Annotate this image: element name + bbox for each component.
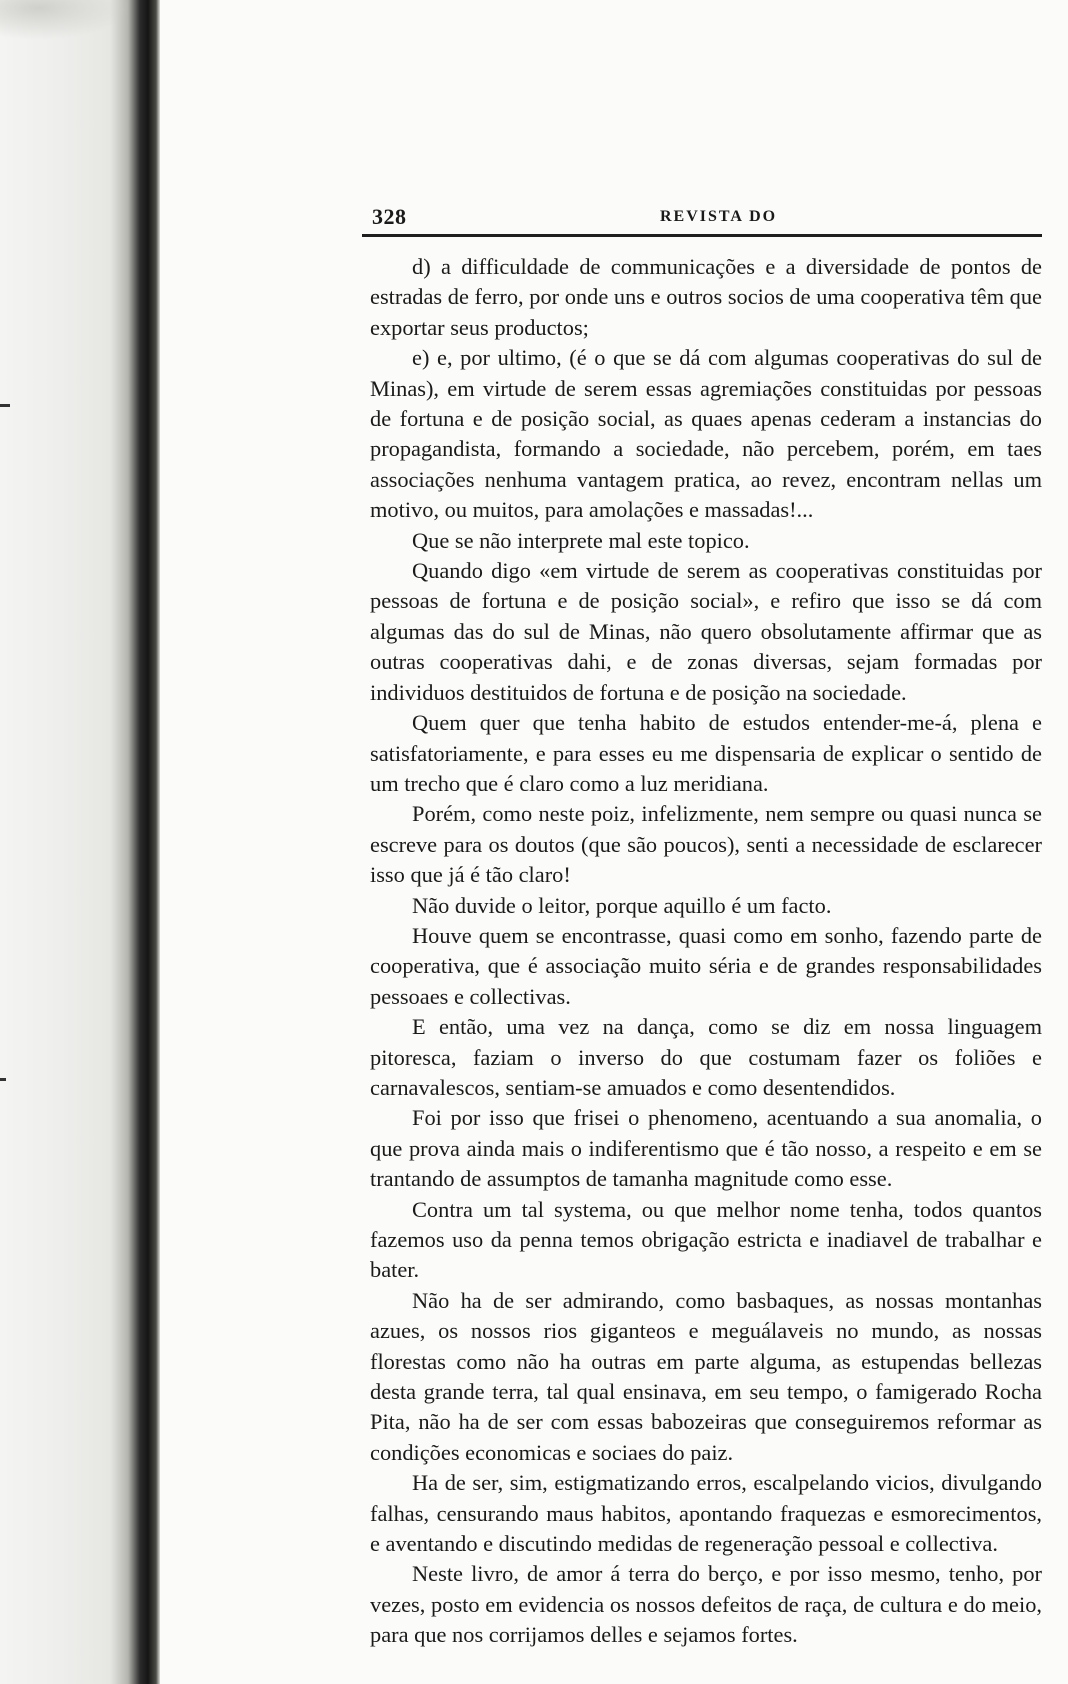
paragraph: Neste livro, de amor á terra do berço, e por isso mesmo, tenho, por vezes, posto em evidencia os nossos defeitos de raça, de cultura e do meio, para que nos corrijamos delles e sejamos fortes. — [370, 1561, 1042, 1648]
paragraph: Que se não interprete mal este topico. — [412, 527, 750, 553]
paragraph: Quando digo «em virtude de serem as cooperativas constituidas por pessoas de fortuna e de posição social», e refiro que isso se dá com algumas das do sul de Minas, não quero obsolutamente affirmar que as outras cooperativas dahi, e de zonas diversas, sejam formadas por individuos destituidos de fortuna e de posição na sociedade. — [370, 558, 1042, 705]
paragraph: E então, uma vez na dança, como se diz em nossa linguagem pitoresca, faziam o inverso do que costumam fazer os foliões e carnavalescos, sentiam-se amuados e como desentendidos. — [370, 1014, 1042, 1100]
paragraph: Foi por isso que frisei o phenomeno, acentuando a sua anomalia, o que prova ainda mais o indiferentismo que é tão nosso, a respeito e em se trantando de assumptos de tamanha magnitude como esse. — [370, 1105, 1042, 1192]
header-rule — [362, 234, 1042, 237]
paragraph: e) e, por ultimo, (é o que se dá com algumas cooperativas do sul de Minas), em virtude de serem essas agremiações constituidas por pessoas de fortuna e de posição social, as quaes apenas cederam a instancias do propagandista, formando a sociedade, não percebem, porém, em taes associações nenhuma vantagem pratica, ao revez, encontram nellas um motivo, ou muitos, para amolações e massadas!... — [370, 345, 1042, 523]
paragraph: Porém, como neste poiz, infelizmente, nem sempre ou quasi nunca se escreve para os doutos (que são poucos), senti a necessidade de esclarecer isso que já é tão claro! — [370, 801, 1042, 888]
running-head: REVISTA DO — [660, 208, 778, 225]
edge-mark — [0, 404, 10, 407]
paragraph: Não ha de ser admirando, como basbaques, as nossas montanhas azues, os nossos rios giganteos e meguálaveis no mundo, as nossas florestas como não ha outras em parte alguma, as estupendas bellezas desta grande terra, tal qual ensinava, em seu tempo, o famigerado Rocha Pita, não ha de ser com essas babozeiras que conseguiremos reformar as condições economicas e sociaes do paiz. — [370, 1287, 1042, 1465]
page-number: 328 — [372, 204, 407, 229]
paragraph: d) a difficuldade de communicações e a diversidade de pontos de estradas de ferro, por onde uns e outros socios de uma cooperativa têm que exportar seus productos; — [370, 254, 1042, 340]
paragraph: Houve quem se encontrasse, quasi como em sonho, fazendo parte de cooperativa, que é associação muito séria e de grandes responsabilidades pessoaes e collectivas. — [370, 922, 1042, 1009]
book-binding-gutter — [0, 0, 160, 1684]
edge-mark — [0, 1078, 6, 1081]
page-header — [372, 200, 1040, 234]
body-text — [370, 252, 1042, 1651]
scan-shadow — [0, 0, 130, 40]
paragraph: Ha de ser, sim, estigmatizando erros, escalpelando vicios, divulgando falhas, censurando maus habitos, apontando fraquezas e esmorecimentos, e aventando e discutindo medidas de regeneração pessoal e collectiva. — [370, 1470, 1042, 1557]
paragraph: Contra um tal systema, ou que melhor nome tenha, todos quantos fazemos uso da penna temos obrigação estricta e inadiavel de trabalhar e bater. — [370, 1196, 1042, 1283]
paragraph: Não duvide o leitor, porque aquillo é um facto. — [412, 892, 832, 918]
paragraph: Quem quer que tenha habito de estudos entender-me-á, plena e satisfatoriamente, e para esses eu me dispensaria de explicar o sentido de um trecho que é claro como a luz meridiana. — [370, 710, 1042, 796]
